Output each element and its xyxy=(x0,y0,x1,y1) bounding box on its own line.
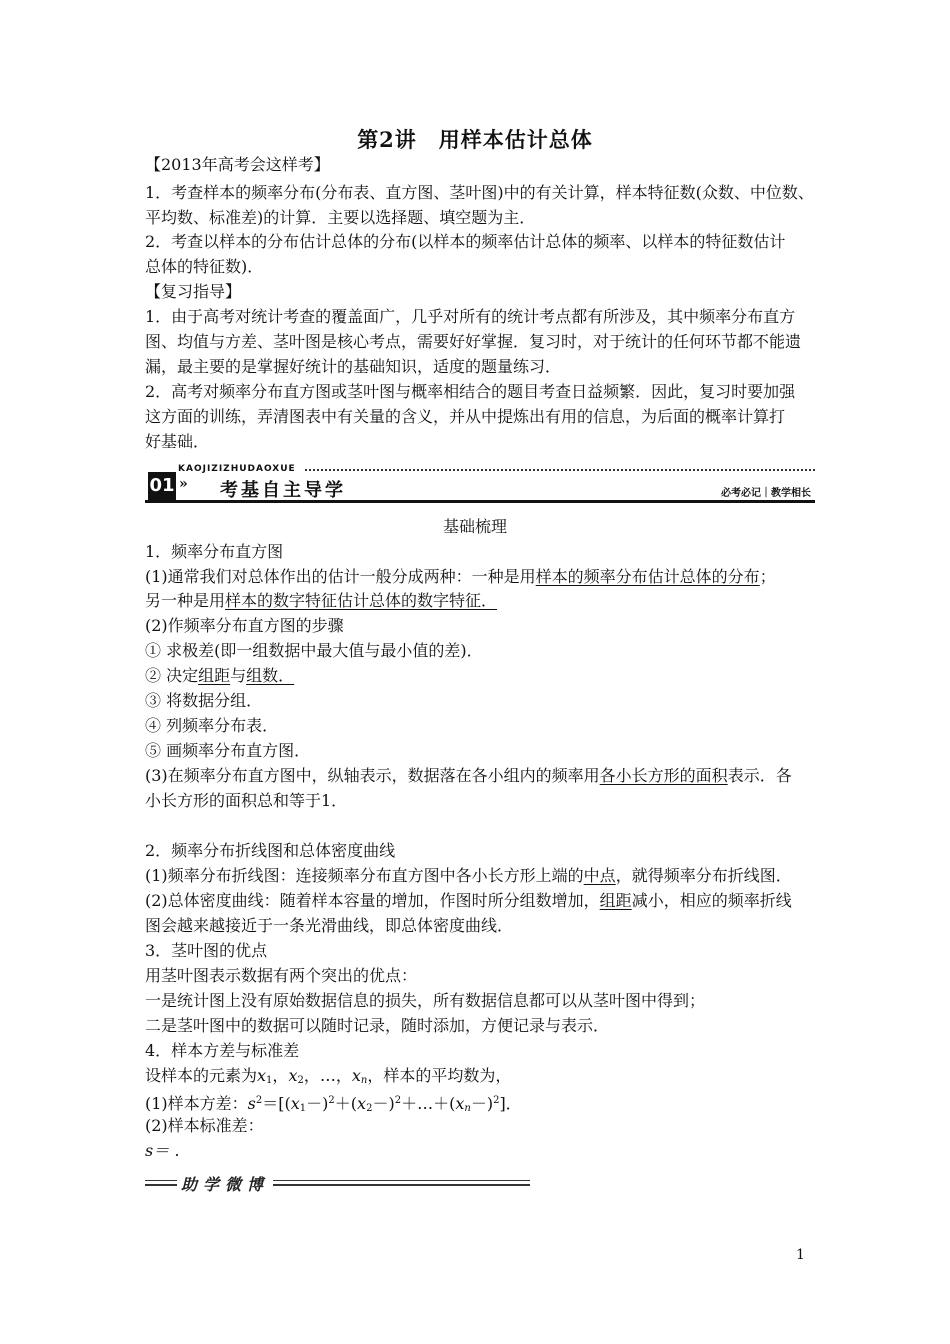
text-run: (1)频率分布折线图：连接频率分布直方图中各小长方形上端的 xyxy=(145,866,584,885)
review-point-2-line-1: 2．高考对频率分布直方图或茎叶图与概率相结合的题目考查日益频繁．因此，复习时要加强 xyxy=(145,382,796,401)
divider-line xyxy=(145,1180,177,1181)
basics-heading: 基础梳理 xyxy=(442,517,507,536)
text-run: ② 决定 xyxy=(145,666,199,685)
s1-paragraph-2: (2)作频率分布直方图的步骤 xyxy=(145,616,344,635)
s1-step-4: ④ 列频率分布表． xyxy=(145,716,279,735)
text-run: 设样本的元素为 xyxy=(145,1066,258,1085)
divider-line xyxy=(273,1180,530,1181)
underlined-answer: 中点 xyxy=(583,866,616,885)
exam-section-header: 【2013年高考会这样考】 xyxy=(145,155,330,174)
review-point-1-line-2: 图、均值与方差、茎叶图是核心考点，需要好好掌握．复习时，对于统计的任何环节都不能遗 xyxy=(145,332,802,351)
math-elements: $x_1$，$x_2$，…，$x_n$ xyxy=(257,1066,368,1086)
s3-paragraph-1: 用茎叶图表示数据有两个突出的优点： xyxy=(145,966,418,985)
banner-rule xyxy=(145,500,815,503)
banner-number: 01 xyxy=(148,472,176,500)
page-title: 第2讲 用样本估计总体 xyxy=(357,127,593,152)
text-run: 表示．各 xyxy=(727,766,792,785)
text-run: ，就得频率分布折线图． xyxy=(615,866,792,885)
review-point-2-line-2: 这方面的训练，弄清图表中有关量的含义，并从中提炼出有用的信息，为后面的概率计算打 xyxy=(145,407,786,426)
review-point-1-line-1: 1．由于高考对统计考查的覆盖面广，几乎对所有的统计考点都有所涉及，其中频率分布直方 xyxy=(145,307,796,326)
banner-right-label: 必考必记｜教学相长 xyxy=(721,488,811,499)
banner-arrow-icon: » xyxy=(179,476,188,492)
text-run: 与 xyxy=(230,666,247,685)
banner-dotted-rule xyxy=(305,469,815,471)
s3-paragraph-2: 一是统计图上没有原始数据信息的损失，所有数据信息都可以从茎叶图中得到； xyxy=(145,991,706,1010)
text-run: 减小，相应的频率折线 xyxy=(631,891,792,910)
banner-pinyin: KAOJIZIZHUDAOXUE xyxy=(178,464,296,474)
page-number: 1 xyxy=(796,1247,805,1263)
text-run: (1)样本方差： xyxy=(145,1094,248,1113)
s1-step-2 xyxy=(145,664,294,688)
section-banner xyxy=(145,464,815,504)
underlined-answer: 各小长方形的面积 xyxy=(599,766,728,785)
text-run: ； xyxy=(759,567,776,586)
text-run: 另一种是用 xyxy=(145,591,226,610)
underlined-answer: 组距 xyxy=(599,891,632,910)
underlined-answer: 组距 xyxy=(198,666,231,685)
exam-point-1-line-1: 1．考查样本的频率分布(分布表、直方图、茎叶图)中的有关计算，样本特征数(众数、中位数、 xyxy=(145,183,814,202)
s4-paragraph-3: (2)样本标准差： xyxy=(145,1116,264,1135)
s2-paragraph-1 xyxy=(145,864,792,888)
banner-title: 考基自主导学 xyxy=(220,480,346,501)
variance-formula: $s^2=[(x_1-)^2+(x_2-)^2+\dots+(x_n-)^2]$． xyxy=(247,1094,522,1114)
exam-point-1-line-2: 平均数、标准差)的计算．主要以选择题、填空题为主． xyxy=(145,208,536,227)
study-tip-divider xyxy=(145,1172,530,1202)
review-point-2-line-3: 好基础． xyxy=(145,432,210,451)
text-run: (2)总体密度曲线：随着样本容量的增加，作图时所分组数增加， xyxy=(145,891,600,910)
s1-paragraph-1 xyxy=(145,565,776,589)
divider-line xyxy=(273,1184,530,1186)
s2-paragraph-2b: 图会越来越接近于一条光滑曲线，即总体密度曲线． xyxy=(145,916,514,935)
s2-heading: 2．频率分布折线图和总体密度曲线 xyxy=(145,841,396,860)
s1-paragraph-1b xyxy=(145,589,497,613)
underlined-answer: 组数． xyxy=(246,666,295,685)
review-section-header: 【复习指导】 xyxy=(145,282,242,301)
s3-heading: 3．茎叶图的优点 xyxy=(145,941,268,960)
review-point-1-line-3: 漏，最主要的是掌握好统计的基础知识，适度的题量练习． xyxy=(145,357,562,376)
s2-paragraph-2 xyxy=(145,889,792,913)
text-run: (3)在频率分布直方图中，纵轴表示，数据落在各小组内的频率用 xyxy=(145,766,600,785)
s1-paragraph-3b: 小长方形的面积总和等于1． xyxy=(145,791,348,810)
divider-line xyxy=(145,1184,177,1186)
text-run: ，样本的平均数为， xyxy=(367,1066,512,1085)
s3-paragraph-3: 二是茎叶图中的数据可以随时记录，随时添加，方便记录与表示． xyxy=(145,1016,610,1035)
underlined-answer: 样本的数字特征估计总体的数字特征． xyxy=(225,591,498,610)
study-tip-label: 助学微博 xyxy=(181,1175,270,1194)
exam-point-2-line-2: 总体的特征数)． xyxy=(145,257,264,276)
underlined-answer: 样本的频率分布估计总体的分布 xyxy=(535,567,760,586)
s1-heading: 1．频率分布直方图 xyxy=(145,542,284,561)
exam-point-2-line-1: 2．考查以样本的分布估计总体的分布(以样本的频率估计总体的频率、以样本的特征数估计 xyxy=(145,232,786,251)
s1-step-3: ③ 将数据分组． xyxy=(145,691,263,710)
s4-paragraph-4: s＝ ． xyxy=(145,1141,191,1160)
s4-heading: 4．样本方差与标准差 xyxy=(145,1041,300,1060)
text-run: (1)通常我们对总体作出的估计一般分成两种：一种是用 xyxy=(145,567,536,586)
s1-paragraph-3 xyxy=(145,764,792,788)
s1-step-5: ⑤ 画频率分布直方图． xyxy=(145,741,311,760)
s1-step-1: ① 求极差(即一组数据中最大值与最小值的差)． xyxy=(145,641,483,660)
